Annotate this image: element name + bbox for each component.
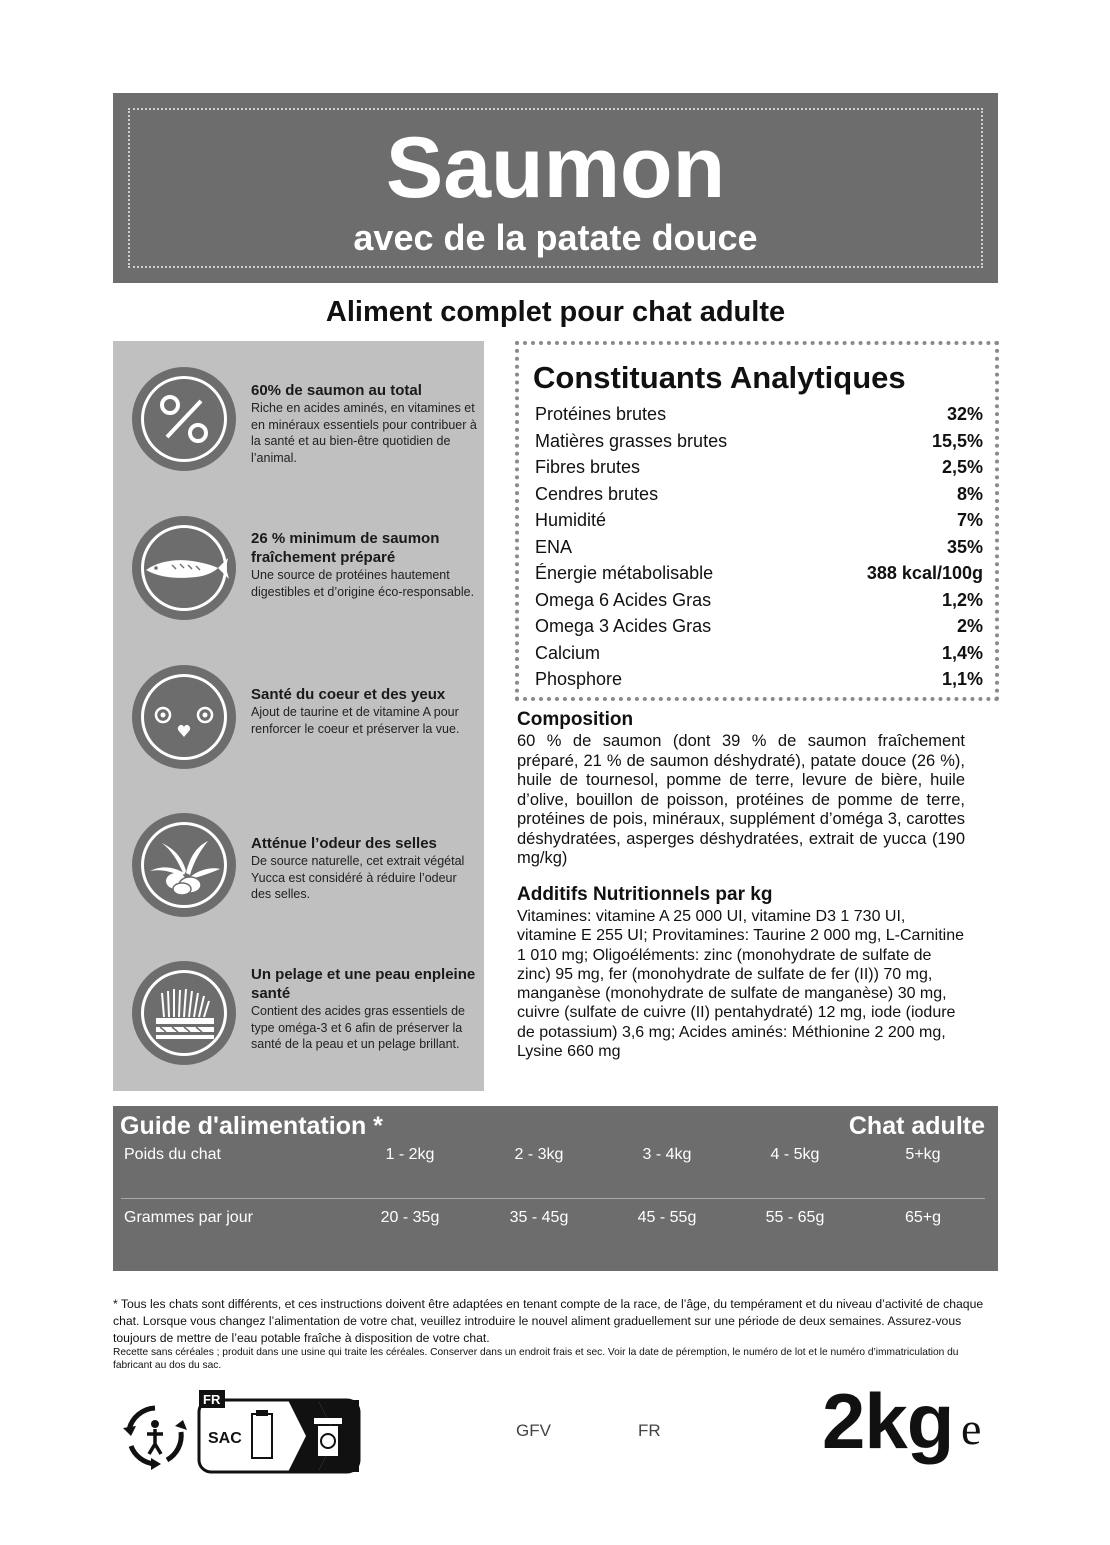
analytical-constituents-box — [515, 341, 999, 701]
benefits-panel — [113, 341, 484, 1091]
fur-skin-icon — [132, 961, 236, 1065]
gfv-code: GFV — [516, 1421, 551, 1440]
weight-cell: 5+kg — [905, 1146, 941, 1163]
analytics-row-name: Omega 6 Acides Gras — [535, 589, 712, 610]
analytics-title: Constituants Analytiques — [533, 360, 906, 395]
percent-icon — [132, 367, 236, 471]
analytics-row-value: 2,5% — [941, 457, 983, 477]
analytics-row-name: Humidité — [535, 510, 607, 530]
analytics-row-name: ENA — [535, 536, 573, 557]
benefit-title: Santé du coeur et des yeux — [251, 686, 446, 703]
product-subtitle: avec de la patate douce — [353, 217, 758, 258]
benefit-title: 60% de saumon au total — [251, 382, 422, 399]
composition-title: Composition — [517, 709, 634, 730]
composition-text: 60 % de saumon (dont 39 % de saumon fraîchement préparé, 21 % de saumon déshydraté), patate douce (26 %), huile de tournesol, pomme de terre, levure de bière, huile d’olive, bouillon de poisson, protéines de pomme de terre, protéines de pois, minéraux, supplément d’oméga 3, carottes déshydratées, asperges déshydratées, extrait de yucca (190 mg/kg) — [517, 732, 965, 867]
analytics-row-name: Cendres brutes — [535, 483, 659, 504]
analytics-row — [535, 666, 983, 692]
analytics-row — [535, 640, 983, 666]
feeding-guide-title: Guide d'alimentation * — [120, 1112, 383, 1140]
benefit-desc: Ajout de taurine et de vitamine A pour renforcer le coeur et préserver la vue. — [251, 705, 460, 736]
analytics-row-value: 8% — [956, 483, 983, 504]
triman-sorting-logo — [196, 1388, 364, 1476]
analytics-row-name: Énergie métabolisable — [535, 563, 714, 583]
header-banner — [113, 93, 998, 283]
analytics-row-name: Matières grasses brutes — [535, 430, 728, 451]
analytics-row-name: Protéines brutes — [535, 404, 667, 424]
weight-cell: 1 - 2kg — [385, 1146, 435, 1163]
grams-row — [113, 1207, 998, 1229]
analytics-row — [535, 613, 983, 639]
benefit-desc: De source naturelle, cet extrait végétal Yucca est considéré à réduire l’odeur des selles. — [251, 854, 465, 901]
weight-cell: 4 - 5kg — [770, 1146, 820, 1163]
feeding-guide-target: Chat adulte — [848, 1112, 985, 1140]
analytics-row-value: 35% — [946, 536, 983, 557]
analytics-row — [535, 428, 983, 454]
benefit-desc: Une source de protéines hautement digestibles et d’origine éco-responsable. — [251, 568, 475, 599]
benefit-desc: Riche en acides aminés, en vitamines et en minéraux essentiels pour contribuer à la santé et au bien-être quotidien de l’animal. — [251, 401, 477, 465]
country-code: FR — [638, 1421, 661, 1440]
triman-item: SAC — [208, 1430, 242, 1447]
analytics-row — [535, 560, 983, 586]
grams-cell: 20 - 35g — [380, 1209, 440, 1226]
analytics-row-value: 388 kcal/100g — [866, 563, 983, 583]
analytics-row — [535, 401, 983, 427]
benefit-title: Atténue l’odeur des selles — [251, 835, 437, 852]
additives-title: Additifs Nutritionnels par kg — [517, 884, 773, 905]
feeding-footnote: * Tous les chats sont différents, et ces instructions doivent être adaptées en tenant compte de la race, de l’âge, du tempérament et du niveau d’activité de chaque chat. Lorsque vous changez l’alimentation de votre chat, veuillez introduire le nouvel aliment graduellement sur une période de deux semaines. Assurez-vous toujours de mettre de l’eau potable fraîche à disposition de votre chat. — [113, 1297, 984, 1345]
grams-label: Grammes par jour — [124, 1209, 253, 1226]
analytics-row-name: Phosphore — [535, 669, 623, 689]
estimated-sign: e — [961, 1403, 982, 1454]
analytics-row-value: 1,1% — [941, 669, 983, 689]
product-tagline: Aliment complet pour chat adulte — [325, 296, 786, 328]
triman-country: FR — [203, 1392, 221, 1407]
grams-cell: 35 - 45g — [509, 1209, 569, 1226]
analytics-row — [535, 454, 983, 480]
analytics-row-name: Fibres brutes — [535, 457, 641, 477]
grams-cell: 45 - 55g — [637, 1209, 697, 1226]
weight-label: Poids du chat — [124, 1146, 221, 1163]
analytics-row-value: 15,5% — [931, 430, 983, 451]
benefit-desc: Contient des acides gras essentiels de type oméga-3 et 6 afin de préserver la santé de la peau et un pelage brillant. — [251, 1004, 466, 1051]
analytics-row-value: 2% — [956, 616, 983, 636]
analytics-row-name: Omega 3 Acides Gras — [535, 616, 712, 636]
recycle-icon — [121, 1402, 189, 1470]
analytics-row-value: 1,4% — [941, 642, 983, 663]
weight-cell: 2 - 3kg — [514, 1146, 564, 1163]
header-dotted-frame — [128, 108, 983, 268]
yucca-plant-icon — [132, 813, 236, 917]
grams-cell: 55 - 65g — [765, 1209, 825, 1226]
analytics-row-value: 32% — [946, 404, 983, 424]
analytics-row — [535, 534, 983, 560]
feeding-guide — [113, 1106, 998, 1271]
recipe-note: Recette sans céréales ; produit dans une usine qui traite les céréales. Conserver dans un endroit frais et sec. Voir la date de péremption, le numéro de lot et le numéro d’immatriculation du fabricant au dos du sac. — [113, 1347, 959, 1371]
benefit-title: Un pelage et une peau enpleine santé — [251, 966, 476, 1002]
weight-cell: 3 - 4kg — [642, 1146, 692, 1163]
analytics-row — [535, 507, 983, 533]
additives-text: Vitamines: vitamine A 25 000 UI, vitamine D3 1 730 UI, vitamine E 255 UI; Provitamines: Taurine 2 000 mg, L-Carnitine 1 010 mg; Oligoéléments: zinc (monohydrate de sulfate de zinc) 95 mg, fer (monohydrate de sulfate de fer (II)) 70 mg, manganèse (monohydrate de sulfate de manganèse) 30 mg, cuivre (sulfate de cuivre (II) pentahydraté) 12 mg, iode (iodure de potassium) 3,6 mg; Acides aminés: Méthionine 2 200 mg, Lysine 660 mg — [517, 908, 965, 1061]
cat-face-icon — [132, 665, 236, 769]
analytics-row — [535, 587, 983, 613]
additives-section — [517, 883, 967, 1061]
composition-section — [517, 708, 965, 869]
analytics-row-value: 7% — [956, 510, 983, 530]
net-weight: 2kg — [822, 1377, 954, 1465]
analytics-row-value: 1,2% — [941, 589, 983, 610]
benefit-title: 26 % minimum de saumon fraîchement préparé — [251, 530, 440, 566]
analytics-row — [535, 481, 983, 507]
feeding-guide-divider — [121, 1198, 985, 1199]
fish-icon — [132, 516, 236, 620]
weight-row — [113, 1144, 998, 1166]
product-title: Saumon — [385, 120, 726, 216]
analytics-row-name: Calcium — [535, 642, 601, 663]
grams-cell: 65+g — [904, 1209, 942, 1226]
